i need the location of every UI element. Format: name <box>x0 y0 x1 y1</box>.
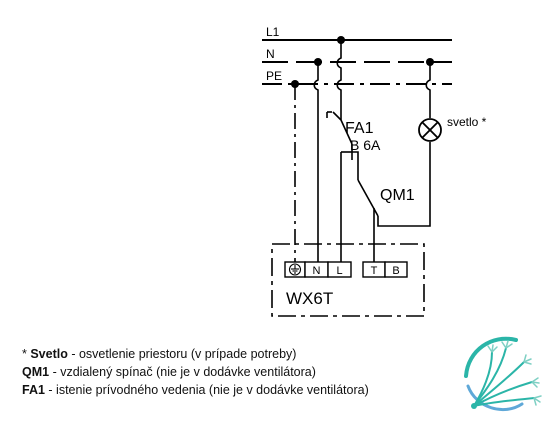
l1-wire <box>337 40 341 120</box>
bus-label-l1: L1 <box>266 25 280 39</box>
terminal-n-label: N <box>312 265 321 277</box>
switch-to-lamp-wire <box>378 142 430 226</box>
legend-term: QM1 <box>22 365 50 379</box>
legend-item-fa1 <box>22 381 369 399</box>
breaker-name: FA1 <box>345 120 374 137</box>
earth-ground-icon <box>290 264 301 275</box>
breaker-rating: B 6A <box>350 137 381 153</box>
legend-item-qm1 <box>22 363 369 381</box>
legend-desc: - istenie prívodného vedenia (nie je v dodávke ventilátora) <box>44 383 369 397</box>
terminal-block-control <box>363 262 407 277</box>
legend-desc: - vzdialený spínač (nie je v dodávke ventilátora) <box>49 365 316 379</box>
terminal-t-label: T <box>370 265 378 277</box>
dandelion-seed-logo-icon <box>446 328 550 422</box>
terminal-b-label: B <box>392 265 400 277</box>
legend-term: FA1 <box>22 383 45 397</box>
legend-item-light: * Svetlo - osvetlenie priestoru (v prípade potreby) <box>22 347 297 361</box>
unit-name: WX6T <box>286 289 334 308</box>
lamp-label: svetlo * <box>447 115 487 129</box>
bus-lines <box>262 40 452 84</box>
terminal-l-label: L <box>336 265 343 277</box>
bus-label-n: N <box>266 47 275 61</box>
switch-qm1 <box>358 180 378 262</box>
n-wire-unit <box>314 62 318 262</box>
n-wire-lamp <box>426 62 430 118</box>
bus-label-pe: PE <box>266 69 283 83</box>
legend-term: Svetlo <box>30 347 68 361</box>
switch-label: QM1 <box>380 187 415 204</box>
legend <box>22 345 369 399</box>
lamp-icon <box>419 119 441 141</box>
legend-desc: - osvetlenie priestoru (v prípade potreby) <box>67 347 297 361</box>
switch-feed-wire <box>352 152 358 180</box>
